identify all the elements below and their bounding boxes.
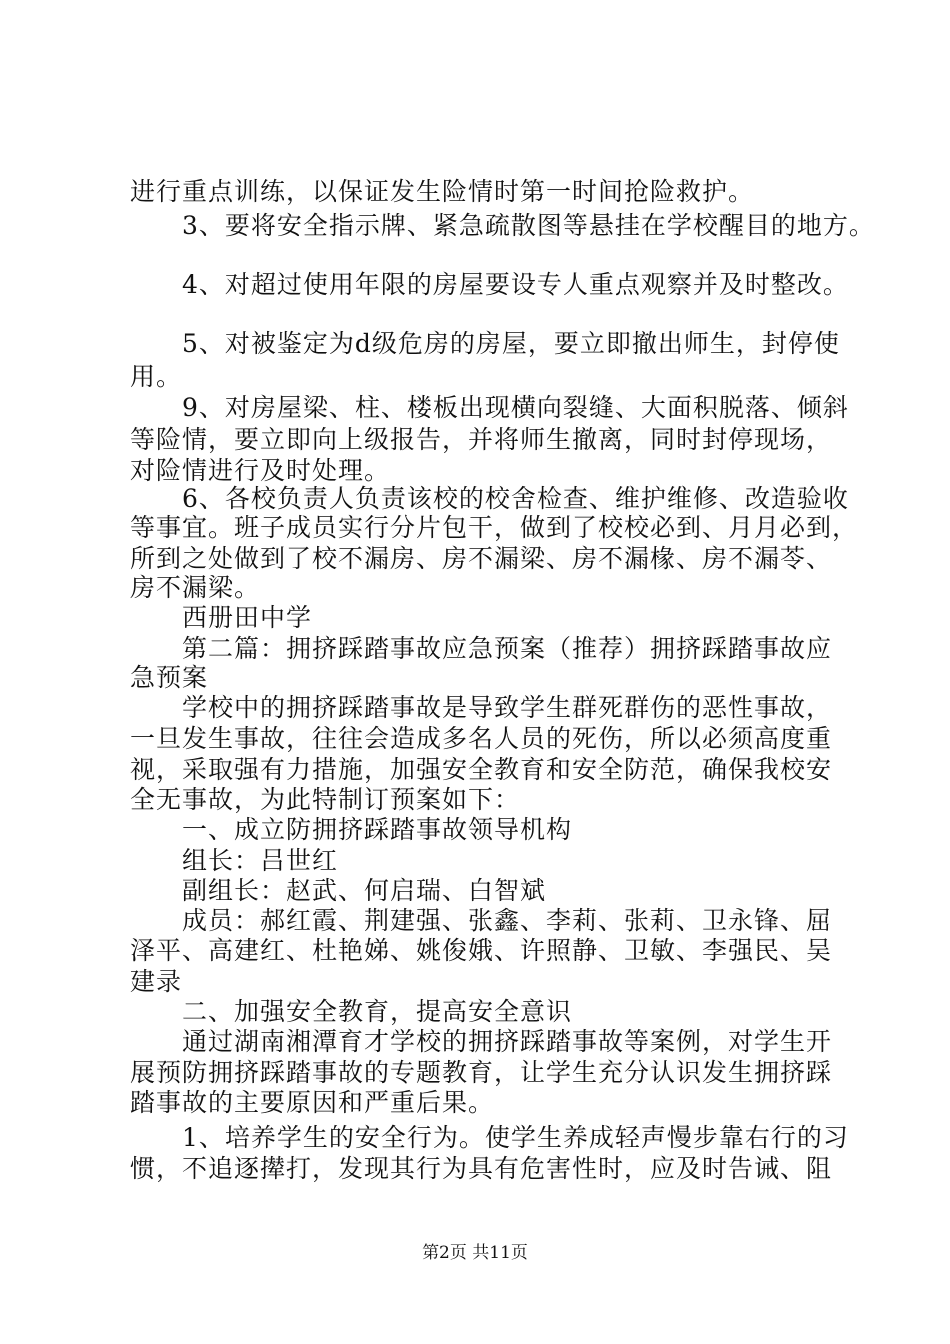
text-line: 展预防拥挤踩踏事故的专题教育，让学生充分认识发生拥挤踩 xyxy=(130,1058,833,1087)
text-line: 惯，不追逐撵打，发现其行为具有危害性时，应及时告诫、阻 xyxy=(130,1154,833,1183)
text-line: 5、对被鉴定为d级危房的房屋，要立即撤出师生，封停使 xyxy=(130,329,840,358)
text-line: 对险情进行及时处理。 xyxy=(130,456,391,485)
text-line: 西册田中学 xyxy=(130,603,313,632)
text-line: 3、要将安全指示牌、紧急疏散图等悬挂在学校醒目的地方。 xyxy=(130,211,875,240)
text-line: 第二篇：拥挤踩踏事故应急预案（推荐）拥挤踩踏事故应 xyxy=(130,634,833,663)
text-line: 成员：郝红霞、荆建强、张鑫、李莉、张莉、卫永锋、屈 xyxy=(130,906,833,935)
text-line: 全无事故，为此特制订预案如下： xyxy=(130,785,521,814)
text-line: 等险情，要立即向上级报告，并将师生撤离，同时封停现场， xyxy=(130,425,833,454)
text-line: 副组长：赵武、何启瑞、白智斌 xyxy=(130,876,547,905)
text-line: 所到之处做到了校不漏房、房不漏梁、房不漏椽、房不漏苓、 xyxy=(130,544,833,573)
text-line: 进行重点训练，以保证发生险情时第一时间抢险救护。 xyxy=(130,177,755,206)
text-line: 踏事故的主要原因和严重后果。 xyxy=(130,1088,495,1117)
text-line: 房不漏梁。 xyxy=(130,573,261,602)
text-line: 用。 xyxy=(130,362,183,391)
text-line: 视，采取强有力措施，加强安全教育和安全防范，确保我校安 xyxy=(130,755,833,784)
text-line: 1、培养学生的安全行为。使学生养成轻声慢步靠右行的习 xyxy=(130,1123,849,1152)
text-line: 建录 xyxy=(130,967,183,996)
text-line: 泽平、高建红、杜艳娣、姚俊娥、许照静、卫敏、李强民、吴 xyxy=(130,936,833,965)
text-line: 等事宜。班子成员实行分片包干，做到了校校必到、月月必到， xyxy=(130,513,859,542)
text-line: 学校中的拥挤踩踏事故是导致学生群死群伤的恶性事故， xyxy=(130,693,833,722)
text-line: 二、加强安全教育，提高安全意识 xyxy=(130,997,573,1026)
text-line: 一旦发生事故，往往会造成多名人员的死伤，所以必须高度重 xyxy=(130,724,833,753)
text-line: 一、成立防拥挤踩踏事故领导机构 xyxy=(130,815,573,844)
text-line: 通过湖南湘潭育才学校的拥挤踩踏事故等案例，对学生开 xyxy=(130,1027,833,1056)
page-footer: 第2页 共11页 xyxy=(422,1243,528,1263)
text-line: 组长：吕世红 xyxy=(130,846,339,875)
text-line: 4、对超过使用年限的房屋要设专人重点观察并及时整改。 xyxy=(130,270,849,299)
text-line: 9、对房屋梁、柱、楼板出现横向裂缝、大面积脱落、倾斜 xyxy=(130,393,849,422)
text-line: 急预案 xyxy=(130,663,209,692)
text-line: 6、各校负责人负责该校的校舍检查、维护维修、改造验收 xyxy=(130,484,849,513)
